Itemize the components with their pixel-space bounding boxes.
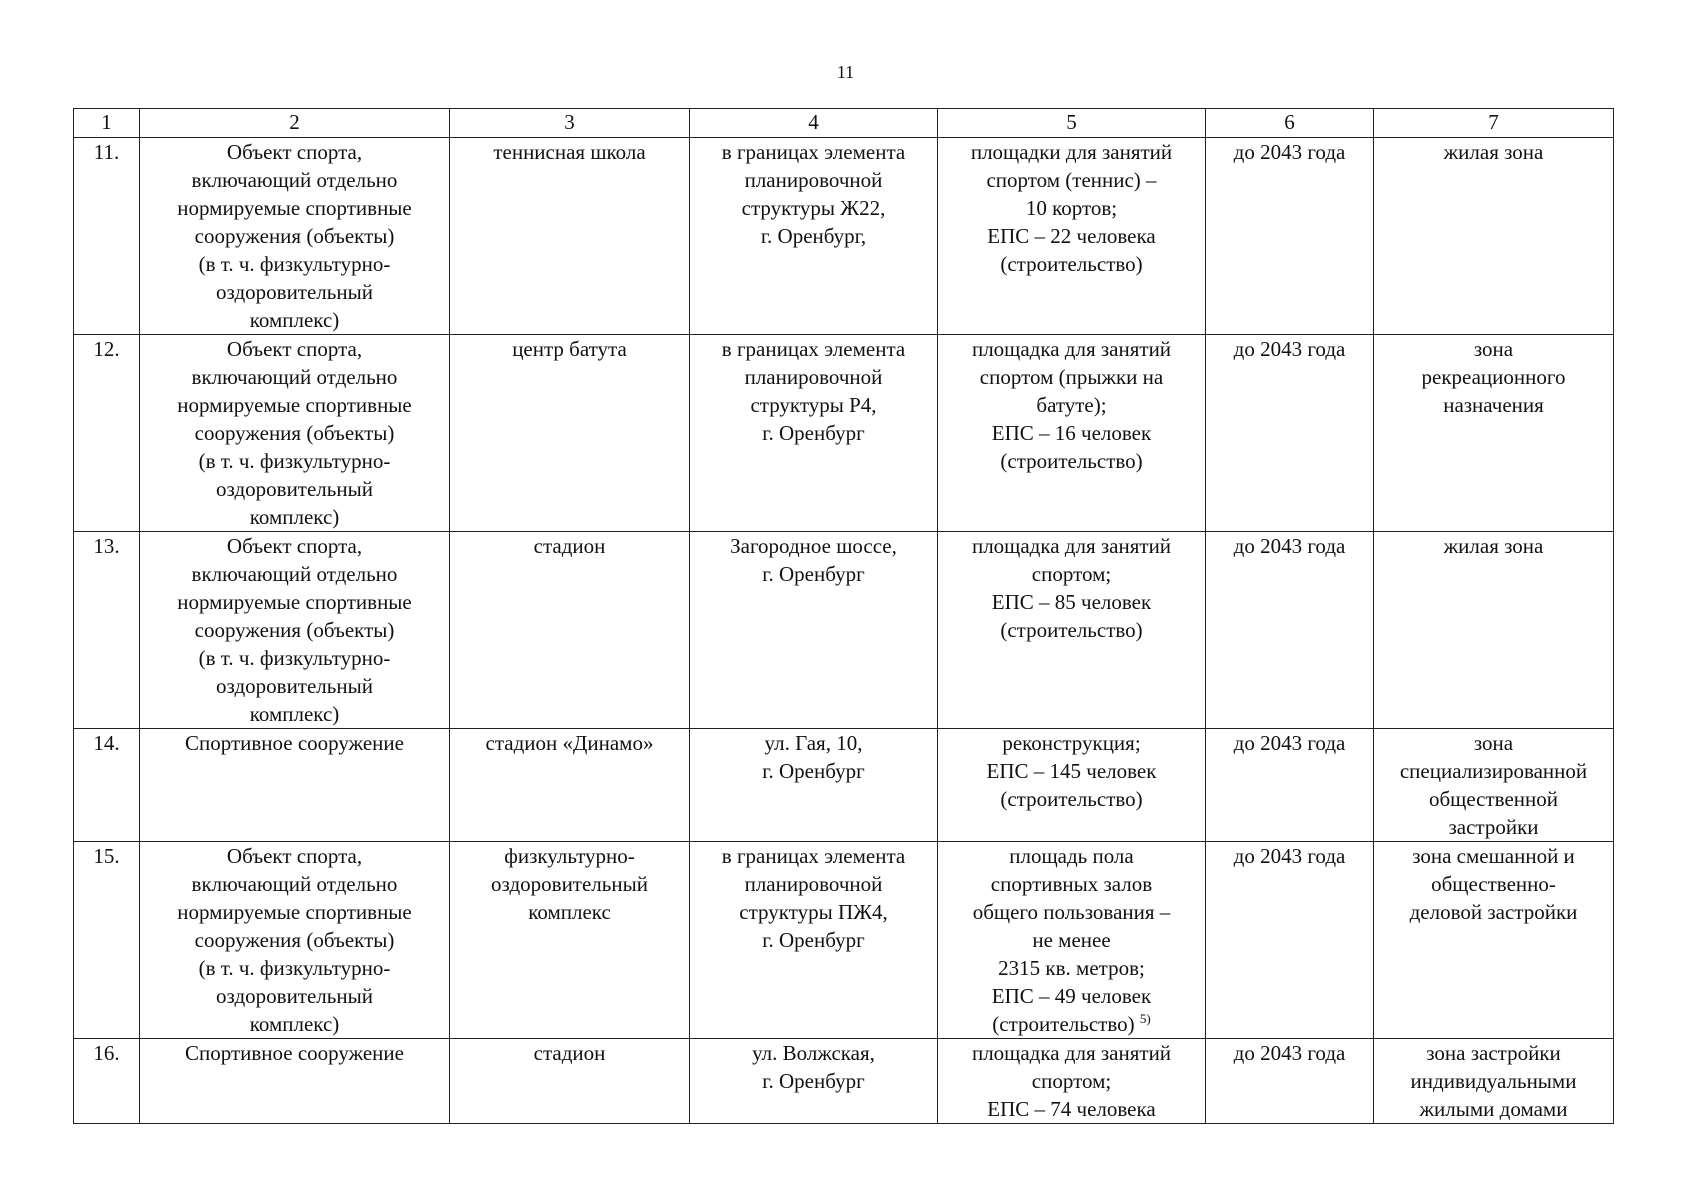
cell-text-line: до 2043 года	[1233, 337, 1346, 361]
cell-text-line: комплекс)	[249, 505, 340, 529]
cell-text-line: стадион «Динамо»	[485, 731, 654, 755]
cell-text-line: сооружения (объекты)	[194, 618, 395, 642]
cell-text-line: включающий отдельно	[191, 872, 398, 896]
cell-text-line: ЕПС – 16 человек	[991, 421, 1152, 445]
cell-text-line: (строительство)	[1000, 787, 1143, 811]
cell-location	[690, 729, 938, 842]
cell-text-line: стадион	[533, 534, 606, 558]
cell-term	[1206, 335, 1374, 532]
column-header: 5	[938, 109, 1206, 138]
cell-text-line: жилыми домами	[1419, 1097, 1568, 1121]
cell-text-line: назначения	[1443, 393, 1544, 417]
cell-text-line: нормируемые спортивные	[177, 900, 412, 924]
cell-text-line: в границах элемента	[721, 337, 906, 361]
table-row	[74, 532, 1614, 729]
cell-characteristics	[938, 842, 1206, 1039]
cell-text-line: оздоровительный	[216, 477, 373, 501]
cell-text-line: спортом;	[1031, 1069, 1112, 1093]
cell-text-line: г. Оренбург	[762, 421, 865, 445]
cell-text-line: центр батута	[512, 337, 627, 361]
cell-zone	[1374, 138, 1614, 335]
cell-name	[140, 1039, 450, 1124]
cell-text-line: ЕПС – 145 человек	[986, 759, 1157, 783]
table-row	[74, 138, 1614, 335]
cell-text-line: зона смешанной и	[1412, 844, 1575, 868]
page-number: 11	[836, 62, 855, 82]
cell-zone	[1374, 842, 1614, 1039]
cell-text-line: в границах элемента	[721, 844, 906, 868]
cell-purpose	[450, 138, 690, 335]
cell-text-line: деловой застройки	[1409, 900, 1578, 924]
cell-text-line: комплекс)	[249, 1012, 340, 1036]
cell-text-line: стадион	[533, 1041, 606, 1065]
cell-characteristics	[938, 335, 1206, 532]
cell-text-line: г. Оренбург	[762, 1069, 865, 1093]
cell-text-line: (строительство)	[1000, 449, 1143, 473]
cell-text-line: структуры Р4,	[750, 393, 877, 417]
cell-characteristics	[938, 532, 1206, 729]
cell-text-line: Объект спорта,	[226, 534, 363, 558]
cell-text-line: индивидуальными	[1410, 1069, 1577, 1093]
cell-text-line: Спортивное сооружение	[185, 731, 404, 755]
cell-name	[140, 729, 450, 842]
cell-text-line: (в т. ч. физкультурно-	[198, 646, 391, 670]
cell-text-line: включающий отдельно	[191, 562, 398, 586]
cell-text-line: ул. Волжская,	[752, 1041, 875, 1065]
cell-text-line: структуры Ж22,	[741, 196, 886, 220]
cell-name	[140, 335, 450, 532]
cell-text-line: спортивных залов	[990, 872, 1153, 896]
cell-text-line: (строительство)	[1000, 252, 1143, 276]
cell-location	[690, 138, 938, 335]
column-header: 6	[1206, 109, 1374, 138]
cell-text-line: комплекс)	[249, 308, 340, 332]
column-header: 7	[1374, 109, 1614, 138]
cell-text-line: планировочной	[744, 365, 883, 389]
cell-location	[690, 532, 938, 729]
cell-text-line: общего пользования –	[972, 900, 1171, 924]
cell-text-line: ЕПС – 22 человека	[987, 224, 1156, 248]
cell-text-line: спортом (прыжки на	[979, 365, 1164, 389]
cell-text-line: реконструкция;	[1002, 731, 1141, 755]
cell-text-line: Объект спорта,	[226, 844, 363, 868]
cell-characteristics	[938, 138, 1206, 335]
column-header: 2	[140, 109, 450, 138]
cell-characteristics	[938, 1039, 1206, 1124]
cell-term	[1206, 842, 1374, 1039]
cell-name	[140, 532, 450, 729]
cell-text-line: (строительство)	[1000, 618, 1143, 642]
cell-text-line: комплекс)	[249, 702, 340, 726]
cell-purpose	[450, 842, 690, 1039]
cell-text-line: площадь пола	[1009, 844, 1134, 868]
cell-text-line: теннисная школа	[493, 140, 646, 164]
cell-text-line: в границах элемента	[721, 140, 906, 164]
cell-term	[1206, 729, 1374, 842]
cell-text-line: включающий отдельно	[191, 365, 398, 389]
cell-text-line: (в т. ч. физкультурно-	[198, 956, 391, 980]
table-body	[74, 138, 1614, 1124]
cell-zone	[1374, 729, 1614, 842]
cell-text-line: спортом (теннис) –	[986, 168, 1157, 192]
cell-text-line: включающий отдельно	[191, 168, 398, 192]
cell-purpose	[450, 729, 690, 842]
cell-text-line: общественной	[1428, 787, 1559, 811]
cell-text-line: комплекс	[528, 900, 611, 924]
cell-text-line: (строительство)	[992, 1012, 1135, 1036]
cell-text-line: спортом;	[1031, 562, 1112, 586]
table-row	[74, 335, 1614, 532]
cell-text-line: застройки	[1448, 815, 1539, 839]
cell-text-line: ЕПС – 49 человек	[991, 984, 1152, 1008]
cell-text-line: нормируемые спортивные	[177, 196, 412, 220]
cell-text-line: оздоровительный	[216, 674, 373, 698]
cell-text-line: оздоровительный	[216, 984, 373, 1008]
cell-text-line: нормируемые спортивные	[177, 393, 412, 417]
cell-text-line: до 2043 года	[1233, 1041, 1346, 1065]
header-row	[74, 109, 1614, 138]
cell-text-line: до 2043 года	[1233, 731, 1346, 755]
column-header: 3	[450, 109, 690, 138]
cell-text-line: до 2043 года	[1233, 140, 1346, 164]
cell-text-line: г. Оренбург	[762, 759, 865, 783]
cell-text-line: г. Оренбург,	[760, 224, 867, 248]
cell-text-line: общественно-	[1431, 872, 1556, 896]
cell-text-line: оздоровительный	[491, 872, 648, 896]
cell-num: 13.	[74, 532, 140, 729]
cell-zone	[1374, 335, 1614, 532]
cell-num: 16.	[74, 1039, 140, 1124]
cell-text-line: 10 кортов;	[1025, 196, 1118, 220]
cell-text-line: жилая зона	[1443, 140, 1544, 164]
column-header: 1	[74, 109, 140, 138]
cell-location	[690, 335, 938, 532]
cell-text-line: зона	[1473, 731, 1514, 755]
cell-term	[1206, 532, 1374, 729]
cell-purpose	[450, 532, 690, 729]
cell-purpose	[450, 335, 690, 532]
footnote-marker: 5)	[1139, 1011, 1151, 1026]
cell-text-line: Спортивное сооружение	[185, 1041, 404, 1065]
cell-text-line: ул. Гая, 10,	[764, 731, 863, 755]
cell-text-line: зона	[1473, 337, 1514, 361]
cell-text-line: планировочной	[744, 168, 883, 192]
cell-text-line: Объект спорта,	[226, 140, 363, 164]
cell-text-line: до 2043 года	[1233, 534, 1346, 558]
cell-name	[140, 138, 450, 335]
cell-purpose	[450, 1039, 690, 1124]
cell-name	[140, 842, 450, 1039]
cell-text-line: до 2043 года	[1233, 844, 1346, 868]
table-row	[74, 1039, 1614, 1124]
cell-text-line: г. Оренбург	[762, 928, 865, 952]
cell-text-line: зона застройки	[1426, 1041, 1561, 1065]
cell-text-line: структуры ПЖ4,	[739, 900, 888, 924]
cell-text-line: (в т. ч. физкультурно-	[198, 449, 391, 473]
cell-num: 12.	[74, 335, 140, 532]
cell-term	[1206, 138, 1374, 335]
cell-text-line: планировочной	[744, 872, 883, 896]
cell-text-line: Объект спорта,	[226, 337, 363, 361]
cell-text-line: 2315 кв. метров;	[998, 956, 1145, 980]
cell-location	[690, 1039, 938, 1124]
cell-num: 14.	[74, 729, 140, 842]
cell-text-line: рекреационного	[1421, 365, 1566, 389]
cell-text-line: Загородное шоссе,	[730, 534, 897, 558]
cell-text-line: (в т. ч. физкультурно-	[198, 252, 391, 276]
cell-text-line-with-footnote	[944, 1010, 1199, 1038]
cell-num: 15.	[74, 842, 140, 1039]
cell-text-line: площадка для занятий	[971, 534, 1172, 558]
cell-characteristics	[938, 729, 1206, 842]
cell-num: 11.	[74, 138, 140, 335]
cell-text-line: ЕПС – 74 человека	[987, 1097, 1156, 1121]
table-row	[74, 842, 1614, 1039]
cell-text-line: сооружения (объекты)	[194, 421, 395, 445]
table-row	[74, 729, 1614, 842]
cell-text-line: сооружения (объекты)	[194, 928, 395, 952]
cell-text-line: площадка для занятий	[971, 337, 1172, 361]
cell-text-line: физкультурно-	[504, 844, 635, 868]
cell-text-line: не менее	[1032, 928, 1111, 952]
cell-zone	[1374, 532, 1614, 729]
column-header: 4	[690, 109, 938, 138]
cell-text-line: специализированной	[1399, 759, 1588, 783]
cell-zone	[1374, 1039, 1614, 1124]
cell-term	[1206, 1039, 1374, 1124]
cell-text-line: сооружения (объекты)	[194, 224, 395, 248]
cell-text-line: ЕПС – 85 человек	[991, 590, 1152, 614]
cell-text-line: батуте);	[1036, 393, 1107, 417]
cell-location	[690, 842, 938, 1039]
cell-text-line: нормируемые спортивные	[177, 590, 412, 614]
cell-text-line: площадки для занятий	[970, 140, 1173, 164]
cell-text-line: площадка для занятий	[971, 1041, 1172, 1065]
main-table	[73, 108, 1614, 1124]
cell-text-line: оздоровительный	[216, 280, 373, 304]
cell-text-line: г. Оренбург	[762, 562, 865, 586]
cell-text-line: жилая зона	[1443, 534, 1544, 558]
